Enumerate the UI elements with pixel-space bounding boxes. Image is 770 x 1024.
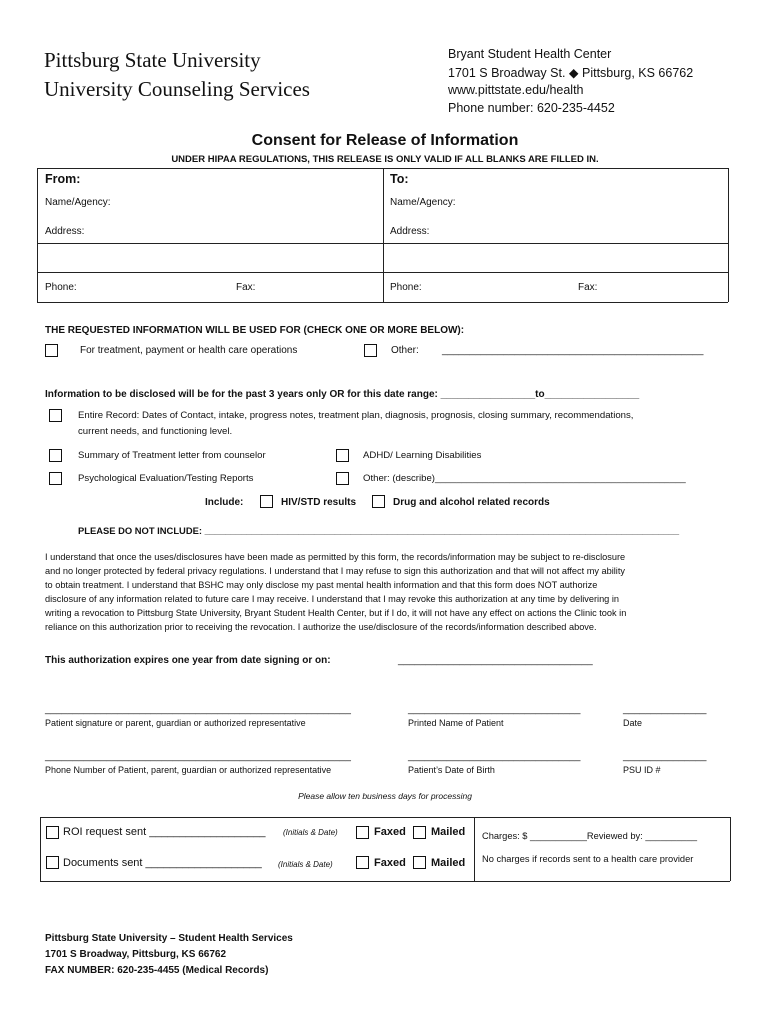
dob-field[interactable]: _______________________________: [408, 751, 581, 762]
statement-line: disclosure of any information related to future care I may receive. I understand that I may revoke this authorization at any time by delivering in: [45, 594, 619, 604]
docs-initials-label: (Initials & Date): [278, 860, 333, 869]
psych-label: Psychological Evaluation/Testing Reports: [78, 473, 254, 484]
signature-label: Patient signature or parent, guardian or authorized representative: [45, 718, 306, 728]
printed-name-field[interactable]: _______________________________: [408, 704, 581, 715]
disclosure-other-field[interactable]: Other: (describe)_______________________________________________: [363, 473, 686, 484]
to-name-label: Name/Agency:: [390, 197, 456, 208]
roi-checkbox[interactable]: [46, 826, 59, 839]
hiv-checkbox[interactable]: [260, 495, 273, 508]
expiry-date-field[interactable]: ___________________________________: [398, 655, 593, 666]
disclosure-heading: Information to be disclosed will be for the past 3 years only OR for this date range: _________________to_________________: [45, 389, 640, 400]
docs-checkbox[interactable]: [46, 856, 59, 869]
roi-faxed-checkbox[interactable]: [356, 826, 369, 839]
statement-line: writing a revocation to Pittsburg State University, Bryant Student Health Center, but if I do, it will not have any effect on actions the Clinic took in: [45, 608, 627, 618]
from-name-label: Name/Agency:: [45, 197, 111, 208]
purpose-other-field[interactable]: _______________________________________________: [442, 345, 704, 356]
treatment-checkbox[interactable]: [45, 344, 58, 357]
from-fax-label: Fax:: [236, 282, 256, 293]
summary-checkbox[interactable]: [49, 449, 62, 462]
roi-mailed-label: Mailed: [431, 826, 466, 838]
docs-mailed-label: Mailed: [431, 857, 466, 869]
purpose-heading: THE REQUESTED INFORMATION WILL BE USED FOR (CHECK ONE OR MORE BELOW):: [45, 325, 465, 336]
entire-record-checkbox[interactable]: [49, 409, 62, 422]
purpose-other-label: Other:: [391, 345, 419, 356]
footer-address: 1701 S Broadway, Pittsburg, KS 66762: [45, 949, 227, 960]
entire-record-label: Entire Record: Dates of Contact, intake, progress notes, treatment plan, diagnosis, prognosis, closing summary, recommendations,: [78, 410, 634, 421]
to-fax-label: Fax:: [578, 282, 598, 293]
footer-name: Pittsburg State University – Student Health Services: [45, 933, 293, 944]
processing-note: Please allow ten business days for processing: [298, 791, 472, 801]
summary-label: Summary of Treatment letter from counselor: [78, 450, 266, 461]
roi-faxed-label: Faxed: [374, 826, 406, 838]
psu-id-field[interactable]: _______________: [623, 751, 707, 762]
roi-sent-field[interactable]: ROI request sent ___________________: [63, 826, 266, 838]
to-heading: To:: [390, 172, 409, 186]
signature-field[interactable]: _______________________________________________________: [45, 704, 351, 715]
no-charges-note: No charges if records sent to a health care provider: [482, 854, 694, 864]
printed-name-label: Printed Name of Patient: [408, 718, 504, 728]
center-website[interactable]: www.pittstate.edu/health: [448, 83, 584, 97]
drug-checkbox[interactable]: [372, 495, 385, 508]
phone-number-label: Phone Number of Patient, parent, guardian or authorized representative: [45, 765, 332, 775]
from-heading: From:: [45, 172, 81, 186]
docs-sent-field[interactable]: Documents sent ___________________: [63, 857, 262, 869]
adhd-checkbox[interactable]: [336, 449, 349, 462]
psych-checkbox[interactable]: [49, 472, 62, 485]
form-title: Consent for Release of Information: [251, 132, 519, 149]
psu-id-label: PSU ID #: [623, 765, 661, 775]
charges-field[interactable]: Charges: $ ___________Reviewed by: __________: [482, 831, 698, 841]
to-phone-label: Phone:: [390, 282, 422, 293]
docs-faxed-checkbox[interactable]: [356, 856, 369, 869]
center-phone: Phone number: 620-235-4452: [448, 101, 615, 115]
center-name: Bryant Student Health Center: [448, 47, 612, 61]
dob-label: Patient’s Date of Birth: [408, 765, 495, 775]
from-address-label: Address:: [45, 226, 85, 237]
docs-faxed-label: Faxed: [374, 857, 406, 869]
hiv-label: HIV/STD results: [281, 497, 357, 508]
drug-label: Drug and alcohol related records: [393, 497, 550, 508]
expiry-label: This authorization expires one year from date signing or on:: [45, 655, 331, 666]
date-label: Date: [623, 718, 643, 728]
statement-line: reliance on this authorization prior to receiving the revocation. I authorize the use/disclosure of the records/information described above.: [45, 622, 597, 632]
date-field[interactable]: _______________: [623, 704, 707, 715]
not-include-field[interactable]: PLEASE DO NOT INCLUDE: ___________________________________________________________________________________________: [78, 525, 680, 536]
statement-line: and no longer protected by federal privacy regulations. I understand that I may refuse to sign this authorization and that will not affect my ability: [45, 566, 625, 576]
adhd-label: ADHD/ Learning Disabilities: [363, 450, 482, 461]
phone-number-field[interactable]: _______________________________________________________: [45, 751, 351, 762]
to-address-label: Address:: [390, 226, 430, 237]
roi-mailed-checkbox[interactable]: [413, 826, 426, 839]
treatment-label: For treatment, payment or health care operations: [80, 345, 298, 356]
footer-fax: FAX NUMBER: 620-235-4455 (Medical Records): [45, 965, 269, 976]
roi-initials-label: (Initials & Date): [283, 828, 338, 837]
disclosure-other-checkbox[interactable]: [336, 472, 349, 485]
purpose-other-checkbox[interactable]: [364, 344, 377, 357]
include-label: Include:: [205, 497, 244, 508]
from-phone-label: Phone:: [45, 282, 77, 293]
form-subtitle: UNDER HIPAA REGULATIONS, THIS RELEASE IS ONLY VALID IF ALL BLANKS ARE FILLED IN.: [171, 154, 599, 165]
university-name: Pittsburg State University: [44, 48, 261, 72]
center-address: 1701 S Broadway St. ◆ Pittsburg, KS 66762: [448, 66, 694, 80]
department-name: University Counseling Services: [44, 77, 310, 101]
statement-line: I understand that once the uses/disclosures have been made as permitted by this form, the records/information may be subject to re-disclosure: [45, 552, 626, 562]
docs-mailed-checkbox[interactable]: [413, 856, 426, 869]
entire-record-label-cont: current needs, and functioning level.: [78, 426, 233, 437]
statement-line: to obtain treatment. I understand that BSHC may only disclose my past mental health information and that this form does NOT authorize: [45, 580, 598, 590]
